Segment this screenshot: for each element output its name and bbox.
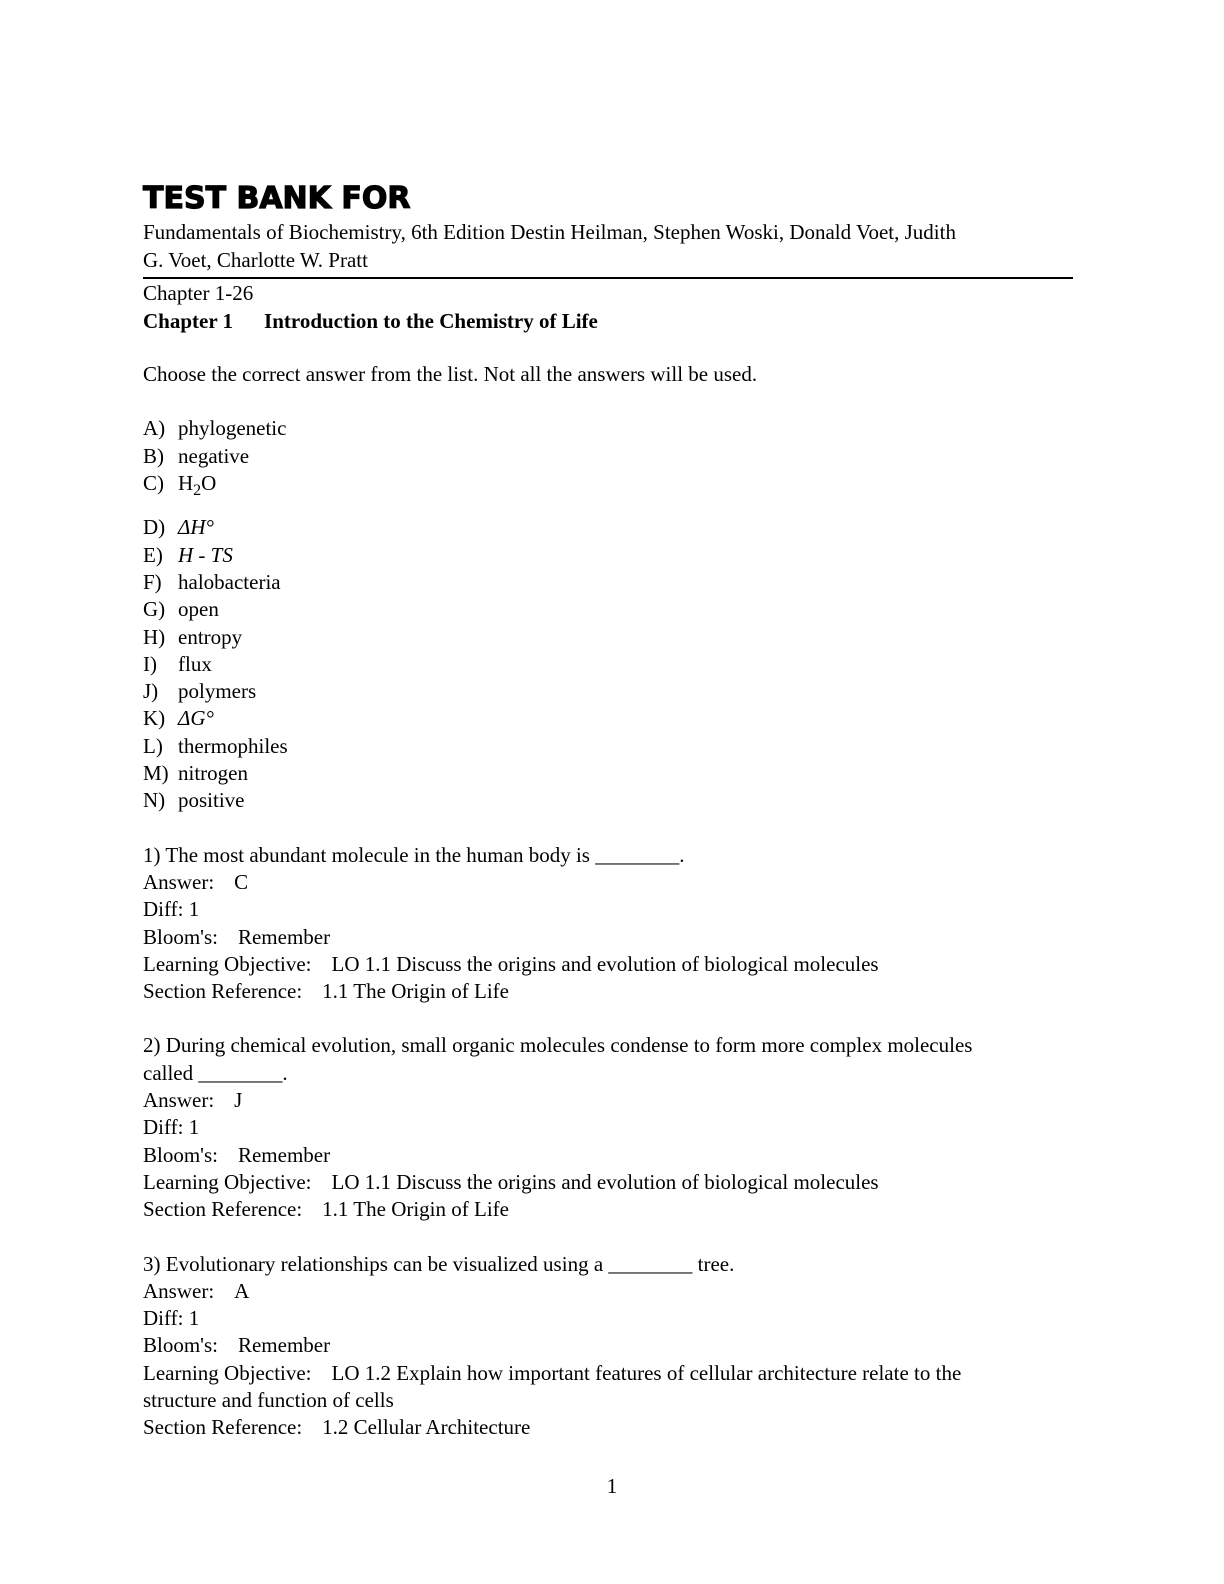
- answer-line: Answer: A: [143, 1278, 250, 1303]
- question-stem: 3) Evolutionary relationships can be visualized using a ________ tree.: [143, 1251, 735, 1276]
- option-d: D) ΔH°: [143, 515, 214, 540]
- blooms-line: Bloom's: Remember: [143, 1333, 331, 1358]
- chapter-title: Introduction to the Chemistry of Life: [264, 309, 598, 334]
- option-i: I) flux: [143, 651, 212, 676]
- answer-options-list: [143, 415, 1073, 814]
- learning-objective-continued: structure and function of cells: [143, 1387, 394, 1412]
- answer-line: Answer: J: [143, 1088, 243, 1113]
- test-bank-banner: TEST BANK FOR: [143, 181, 411, 216]
- option-f: F) halobacteria: [143, 569, 281, 594]
- question-stem: 1) The most abundant molecule in the human body is ________.: [143, 842, 685, 867]
- document-page: [143, 180, 1073, 1442]
- blooms-line: Bloom's: Remember: [143, 924, 331, 949]
- answer-line: Answer: C: [143, 869, 249, 894]
- book-title-line-2: G. Voet, Charlotte W. Pratt: [143, 248, 368, 272]
- instructions: Choose the correct answer from the list. Not all the answers will be used.: [143, 362, 758, 387]
- section-reference-line: Section Reference: 1.1 The Origin of Life: [143, 979, 509, 1004]
- diff-line: Diff: 1: [143, 1115, 200, 1140]
- section-reference-line: Section Reference: 1.2 Cellular Architecture: [143, 1415, 531, 1440]
- option-k: K) ΔG°: [143, 706, 214, 731]
- option-g: G) open: [143, 597, 219, 622]
- option-e: E) H - TS: [143, 542, 233, 567]
- option-h: H) entropy: [143, 624, 243, 649]
- option-a: A) phylogenetic: [143, 416, 287, 441]
- option-l: L) thermophiles: [143, 733, 288, 758]
- learning-objective-line: Learning Objective: LO 1.2 Explain how important features of cellular architecture relate to the: [143, 1360, 962, 1385]
- diff-line: Diff: 1: [143, 1306, 200, 1331]
- chapter-heading: [143, 307, 1073, 335]
- section-reference-line: Section Reference: 1.1 The Origin of Life: [143, 1197, 509, 1222]
- option-c: C) $H_2O$: [143, 470, 217, 500]
- question-3: [143, 1251, 1073, 1442]
- option-m: M) nitrogen: [143, 761, 248, 786]
- question-stem-continued: called ________.: [143, 1060, 288, 1085]
- diff-line: Diff: 1: [143, 897, 200, 922]
- chapter-number: Chapter 1: [143, 309, 234, 334]
- chapters-range: Chapter 1-26: [143, 281, 254, 305]
- option-j: J) polymers: [143, 679, 257, 704]
- answer-value: J: [234, 1088, 243, 1113]
- header-divider: [143, 277, 1073, 279]
- book-title-line-1: Fundamentals of Biochemistry, 6th Edition Destin Heilman, Stephen Woski, Donald Voet, Judith: [143, 220, 956, 244]
- learning-objective-line: Learning Objective: LO 1.1 Discuss the origins and evolution of biological molecules: [143, 951, 879, 976]
- answer-value: A: [234, 1278, 250, 1303]
- option-b: B) negative: [143, 443, 250, 468]
- question-2: [143, 1032, 1073, 1223]
- question-1: [143, 842, 1073, 1006]
- blooms-line: Bloom's: Remember: [143, 1142, 331, 1167]
- question-stem: 2) During chemical evolution, small organic molecules condense to form more complex molecules: [143, 1033, 973, 1058]
- page-number: 1: [606, 1474, 618, 1498]
- answer-value: C: [234, 869, 249, 894]
- option-n: N) positive: [143, 788, 245, 813]
- learning-objective-line: Learning Objective: LO 1.1 Discuss the origins and evolution of biological molecules: [143, 1169, 879, 1194]
